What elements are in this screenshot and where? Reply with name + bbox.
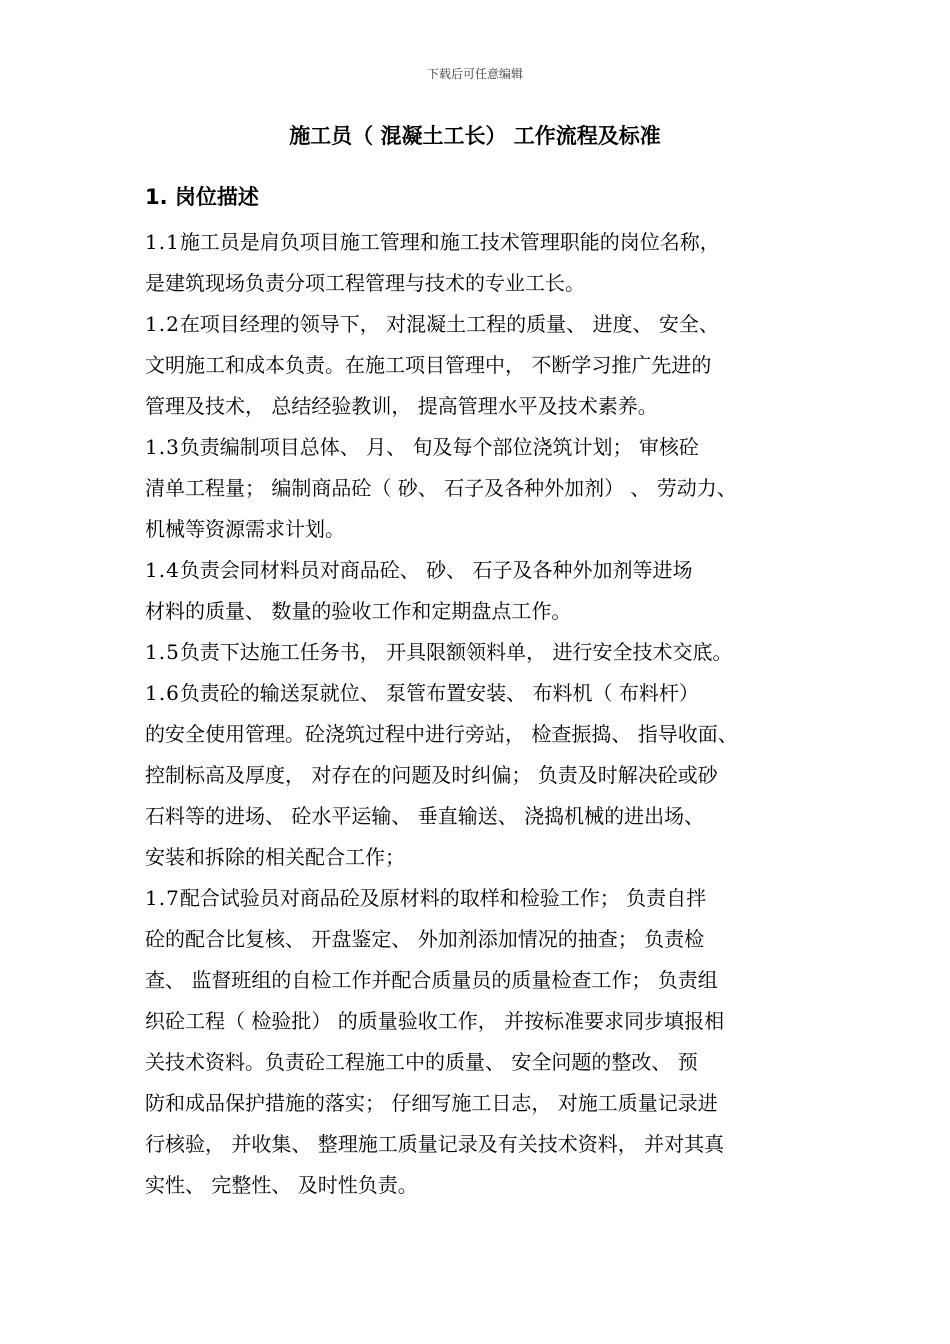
document-title: 施工员（ 混凝土工长） 工作流程及标准	[289, 124, 661, 148]
line-text: 文明施工和成本负责。在施工项目管理中， 不断学习推广先进的	[145, 353, 712, 377]
line-text: 管理及技术， 总结经验教训， 提高管理水平及技术素养。	[145, 394, 658, 418]
text-line	[145, 755, 825, 796]
line-text: 实性、 完整性、 及时性负责。	[145, 1173, 418, 1197]
text-line	[145, 1124, 825, 1165]
section-body	[145, 222, 825, 1206]
line-text: 安装和拆除的相关配合工作；	[145, 845, 405, 869]
text-line	[145, 263, 825, 304]
line-text: 在项目经理的领导下， 对混凝土工程的质量、 进度、 安全、	[179, 312, 719, 336]
line-text: 负责会同材料员对商品砼、 砂、 石子及各种外加剂等进场	[179, 558, 693, 582]
text-line	[145, 919, 825, 960]
text-line	[145, 304, 825, 345]
clause-number: 1.5	[145, 640, 180, 664]
header-note: 下载后可任意编辑	[426, 67, 523, 81]
line-text: 机械等资源需求计划。	[145, 517, 345, 541]
text-line	[145, 468, 825, 509]
line-text: 行核验， 并收集、 整理施工质量记录及有关技术资料， 并对其真	[145, 1132, 725, 1156]
text-line	[145, 509, 825, 550]
text-line	[145, 386, 825, 427]
text-line	[145, 960, 825, 1001]
line-text: 施工员是肩负项目施工管理和施工技术管理职能的岗位名称，	[179, 230, 720, 254]
line-text: 织砼工程（ 检验批） 的质量验收工作， 并按标准要求同步填报相	[145, 1009, 725, 1033]
line-text: 负责编制项目总体、 月、 旬及每个部位浇筑计划； 审核砼	[179, 435, 699, 459]
text-line	[145, 427, 825, 468]
line-text: 石料等的进场、 砼水平运输、 垂直输送、 浇捣机械的进出场、	[145, 804, 705, 828]
line-text: 负责砼的输送泵就位、 泵管布置安装、 布料机（ 布料杆）	[179, 681, 699, 705]
line-text: 负责下达施工任务书， 开具限额领料单， 进行安全技术交底。	[179, 640, 733, 664]
clause-number: 1.3	[145, 435, 180, 459]
text-line	[145, 796, 825, 837]
text-line	[145, 837, 825, 878]
clause-number: 1.1	[145, 230, 180, 254]
text-line	[145, 550, 825, 591]
text-line	[145, 878, 825, 919]
clause-number: 1.2	[145, 312, 180, 336]
text-line	[145, 222, 825, 263]
line-text: 的安全使用管理。砼浇筑过程中进行旁站， 检查振捣、 指导收面、	[145, 722, 738, 746]
line-text: 配合试验员对商品砼及原材料的取样和检验工作； 负责自拌	[179, 886, 707, 910]
text-line	[145, 345, 825, 386]
text-line	[145, 714, 825, 755]
clause-number: 1.6	[145, 681, 180, 705]
text-line	[145, 1083, 825, 1124]
line-text: 是建筑现场负责分项工程管理与技术的专业工长。	[145, 271, 585, 295]
text-line	[145, 591, 825, 632]
line-text: 控制标高及厚度， 对存在的问题及时纠偏； 负责及时解决砼或砂	[145, 763, 718, 787]
text-line	[145, 632, 825, 673]
section-heading: 1. 岗位描述	[145, 185, 259, 209]
clause-number: 1.7	[145, 886, 180, 910]
line-text: 查、 监督班组的自检工作并配合质量员的质量检查工作； 负责组	[145, 968, 718, 992]
text-line	[145, 1165, 825, 1206]
clause-number: 1.4	[145, 558, 180, 582]
line-text: 关技术资料。负责砼工程施工中的质量、 安全问题的整改、 预	[145, 1050, 698, 1074]
line-text: 防和成品保护措施的落实； 仔细写施工日志， 对施工质量记录进	[145, 1091, 718, 1115]
text-line	[145, 673, 825, 714]
line-text: 清单工程量； 编制商品砼（ 砂、 石子及各种外加剂） 、 劳动力、	[145, 476, 737, 500]
line-text: 砼的配合比复核、 开盘鉴定、 外加剂添加情况的抽查； 负责检	[145, 927, 705, 951]
line-text: 材料的质量、 数量的验收工作和定期盘点工作。	[145, 599, 572, 623]
text-line	[145, 1042, 825, 1083]
text-line	[145, 1001, 825, 1042]
